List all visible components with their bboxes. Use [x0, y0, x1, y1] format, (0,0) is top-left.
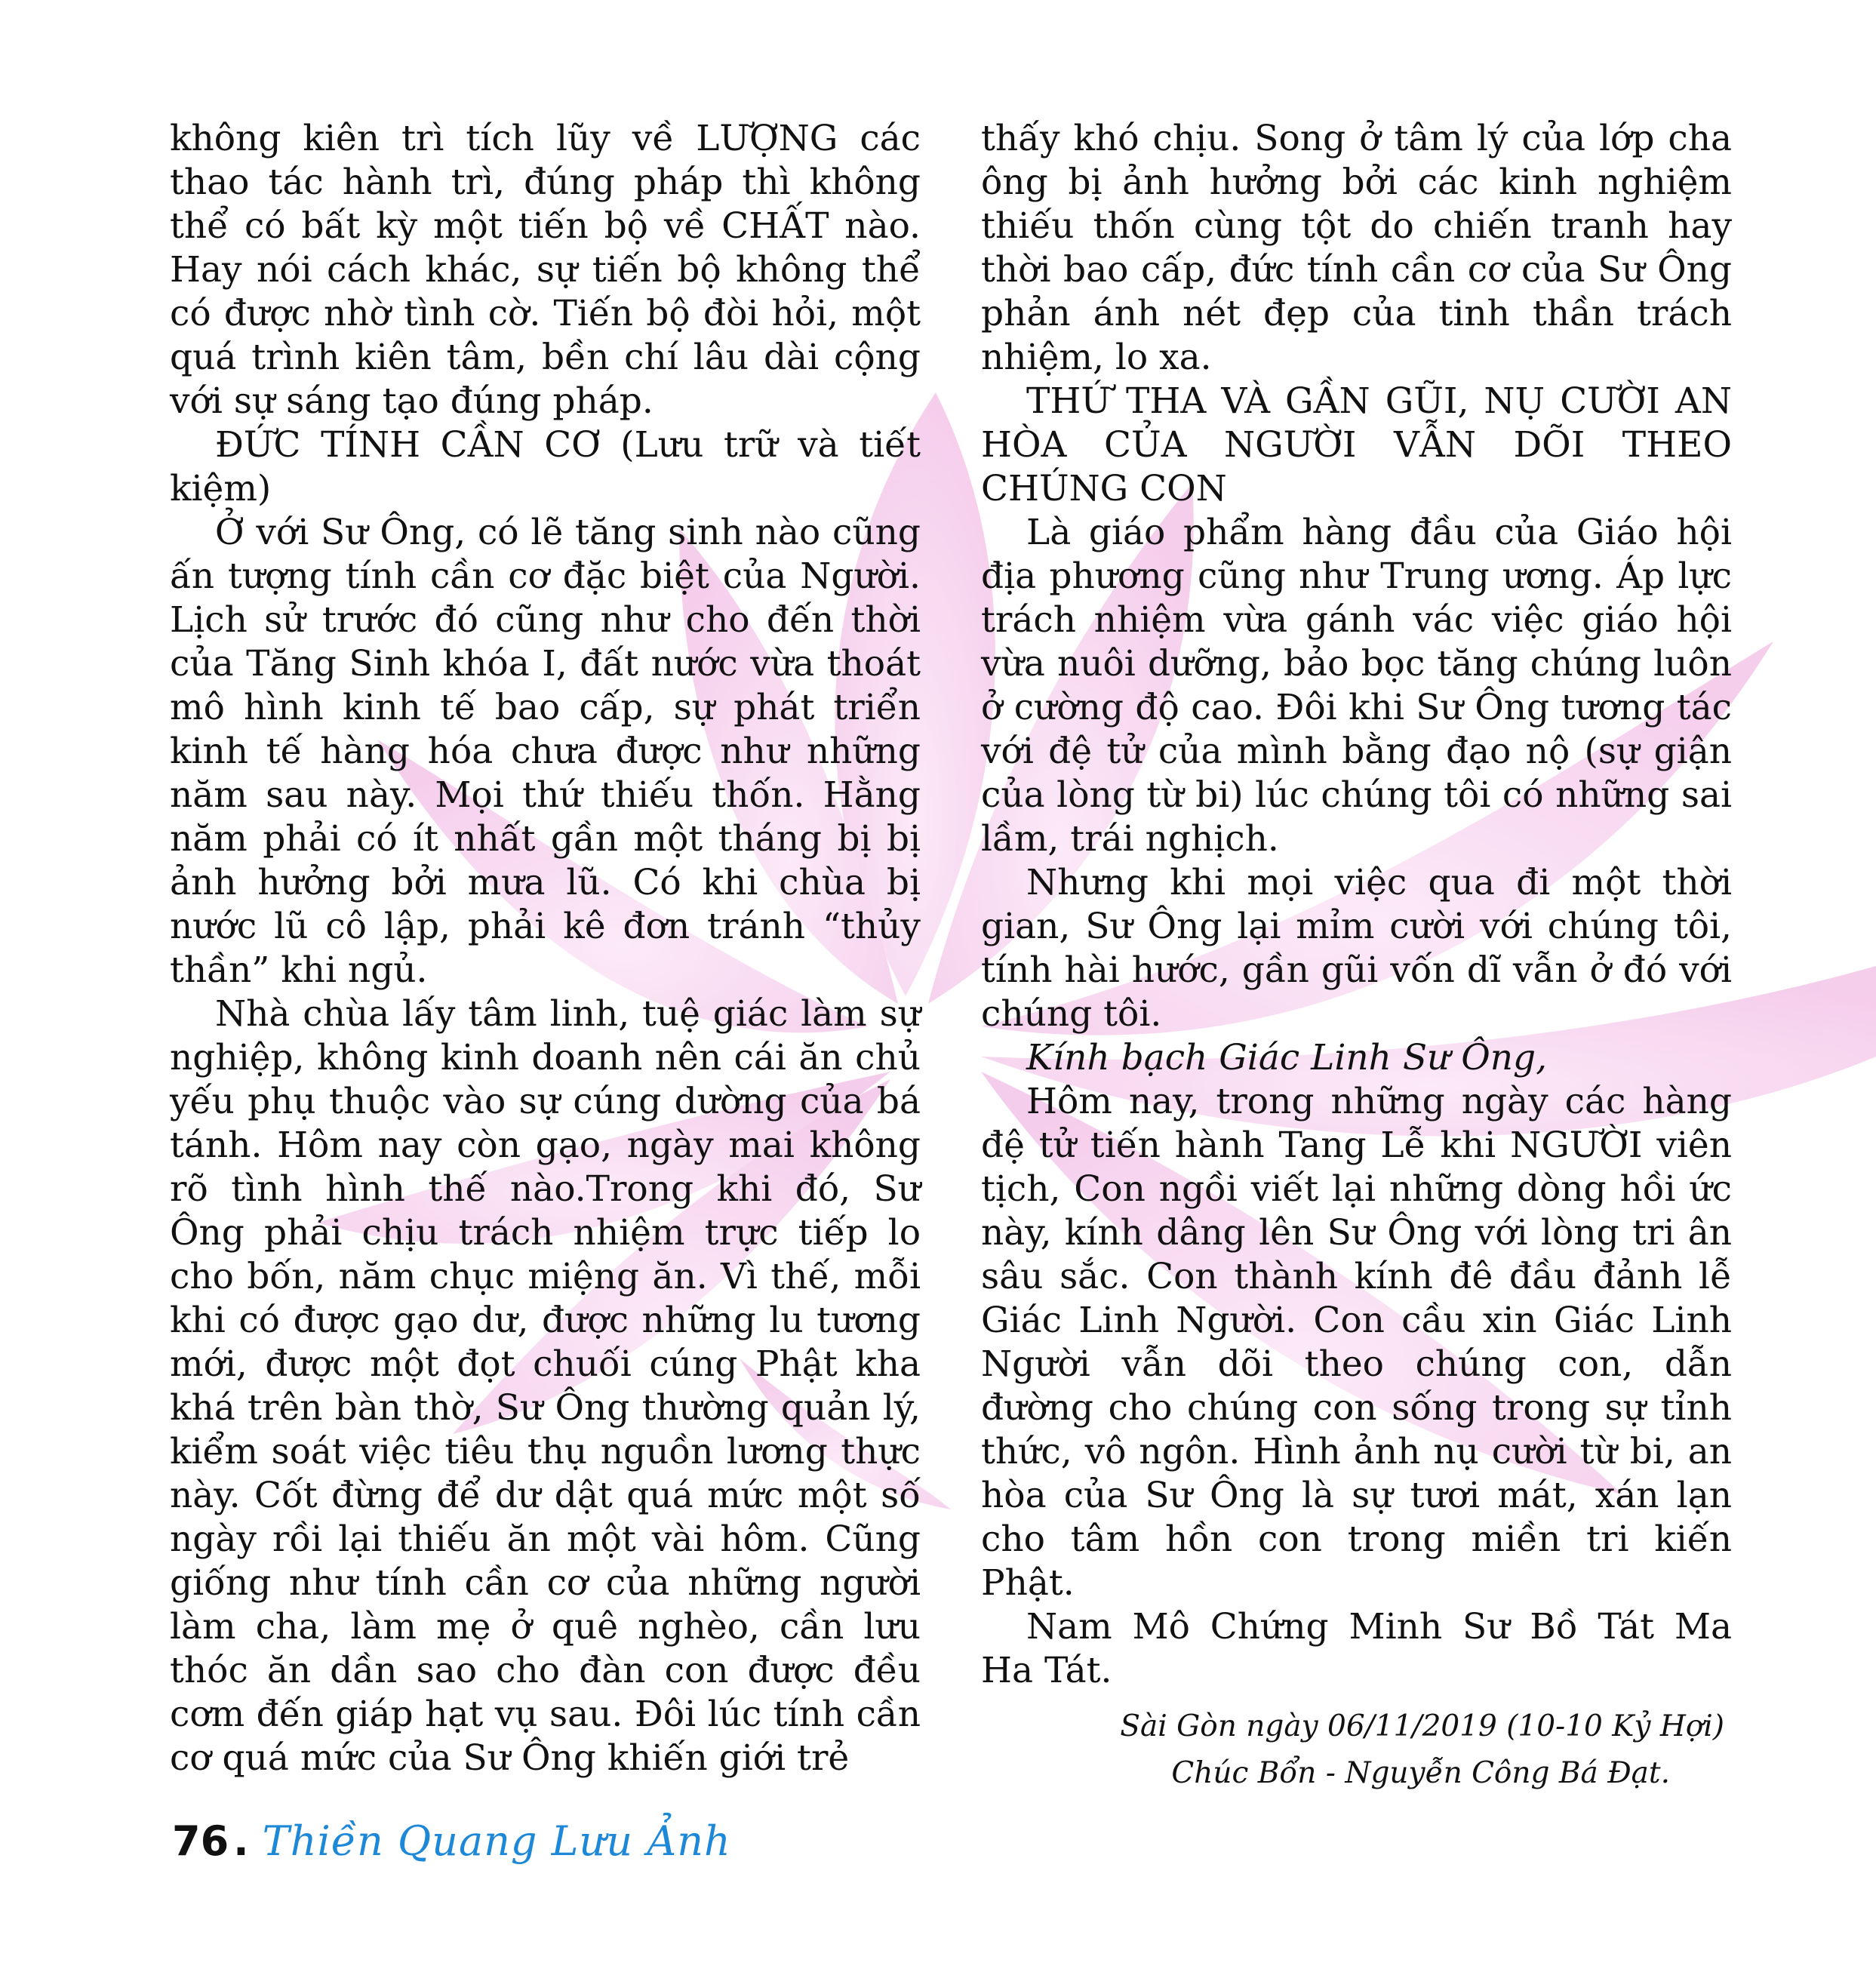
- signature-author: Chúc Bổn - Nguyễn Công Bá Đạt.: [1171, 1756, 1670, 1790]
- page-number: 76: [172, 1817, 229, 1865]
- paragraph: Là giáo phẩm hàng đầu của Giáo hội địa phương cũng như Trung ương. Áp lực trách nhiệm vừa gánh vác việc giáo hội vừa nuôi dưỡng, bảo bọc tăng chúng luôn ở cường độ cao. Đôi khi Sư Ông tương tác với đệ tử của mình bằng đạo nộ (sự giận của lòng từ bi) lúc chúng tôi có những sai lầm, trái nghịch.: [981, 512, 1732, 860]
- signature-place-date: Sài Gòn ngày 06/11/2019 (10-10 Kỷ Hợi): [1120, 1709, 1724, 1743]
- closing-prayer: Nam Mô Chứng Minh Sư Bồ Tát Ma Ha Tát.: [981, 1606, 1732, 1691]
- paragraph: Nhà chùa lấy tâm linh, tuệ giác làm sự nghiệp, không kinh doanh nên cái ăn chủ yếu phụ thuộc vào sự cúng dường của bá tánh. Hôm nay còn gạo, ngày mai không rõ tình hình thế nào.Trong khi đó, Sư Ông phải chịu trách nhiệm trực tiếp lo cho bốn, năm chục miệng ăn. Vì thế, mỗi khi có được gạo dư, được những lu tương mới, được một đọt chuối cúng Phật kha khá trên bàn thờ, Sư Ông thường quản lý, kiểm soát việc tiêu thụ nguồn lương thực này. Cốt đừng để dư dật quá mức một số ngày rồi lại thiếu ăn một vài hôm. Cũng giống như tính cần cơ của những người làm cha, làm mẹ ở quê nghèo, cần lưu thóc ăn dần sao cho đàn con được đều cơm đến giáp hạt vụ sau. Đôi lúc tính cần cơ quá mức của Sư Ông khiến giới trẻ: [170, 993, 921, 1779]
- paragraph: Ở với Sư Ông, có lẽ tăng sinh nào cũng ấn tượng tính cần cơ đặc biệt của Người. Lịch sử trước đó cũng như cho đến thời của Tăng Sinh khóa I, đất nước vừa thoát mô hình kinh tế bao cấp, sự phát triển kinh tế hàng hóa chưa được như những năm sau này. Mọi thứ thiếu thốn. Hằng năm phải có ít nhất gần một tháng bị bị ảnh hưởng bởi mưa lũ. Có khi chùa bị nước lũ cô lập, phải kê đơn tránh “thủy thần” khi ngủ.: [170, 512, 921, 991]
- right-column: [981, 117, 1732, 1797]
- paragraph: Nhưng khi mọi việc qua đi một thời gian, Sư Ông lại mỉm cười với chúng tôi, tính hài hước, gần gũi vốn dĩ vẫn ở đó với chúng tôi.: [981, 862, 1732, 1035]
- paragraph: thấy khó chịu. Song ở tâm lý của lớp cha ông bị ảnh hưởng bởi các kinh nghiệm thiếu thốn cùng tột do chiến tranh hay thời bao cấp, đức tính cần cơ của Sư Ông phản ánh nét đẹp của tinh thần trách nhiệm, lo xa.: [981, 118, 1732, 378]
- section-heading: THỨ THA VÀ GẦN GŨI, NỤ CƯỜI AN HÒA CỦA NGƯỜI VẪN DÕI THEO CHÚNG CON: [981, 380, 1732, 509]
- paragraph: không kiên trì tích lũy về LƯỢNG các thao tác hành trì, đúng pháp thì không thể có bất kỳ một tiến bộ về CHẤT nào. Hay nói cách khác, sự tiến bộ không thể có được nhờ tình cờ. Tiến bộ đòi hỏi, một quá trình kiên tâm, bền chí lâu dài cộng với sự sáng tạo đúng pháp.: [170, 118, 921, 422]
- salutation: Kính bạch Giác Linh Sư Ông,: [1026, 1037, 1548, 1078]
- publication-title: Thiền Quang Lưu Ảnh: [262, 1817, 731, 1865]
- paragraph: Hôm nay, trong những ngày các hàng đệ tử tiến hành Tang Lễ khi NGƯỜI viên tịch, Con ngồi viết lại những dòng hồi ức này, kính dâng lên Sư Ông với lòng tri ân sâu sắc. Con thành kính đê đầu đảnh lễ Giác Linh Người. Con cầu xin Giác Linh Người vẫn dõi theo chúng con, dẫn đường cho chúng con sống trong sự tỉnh thức, vô ngôn. Hình ảnh nụ cười từ bi, an hòa của Sư Ông là sự tươi mát, xán lạn cho tâm hồn con trong miền tri kiến Phật.: [981, 1081, 1732, 1604]
- section-heading: ĐỨC TÍNH CẦN CƠ (Lưu trữ và tiết kiệm): [170, 424, 921, 509]
- left-column: [170, 117, 921, 1780]
- page-footer: [172, 1817, 731, 1878]
- signature-block: [981, 1703, 1732, 1797]
- footer-separator: .: [233, 1817, 249, 1865]
